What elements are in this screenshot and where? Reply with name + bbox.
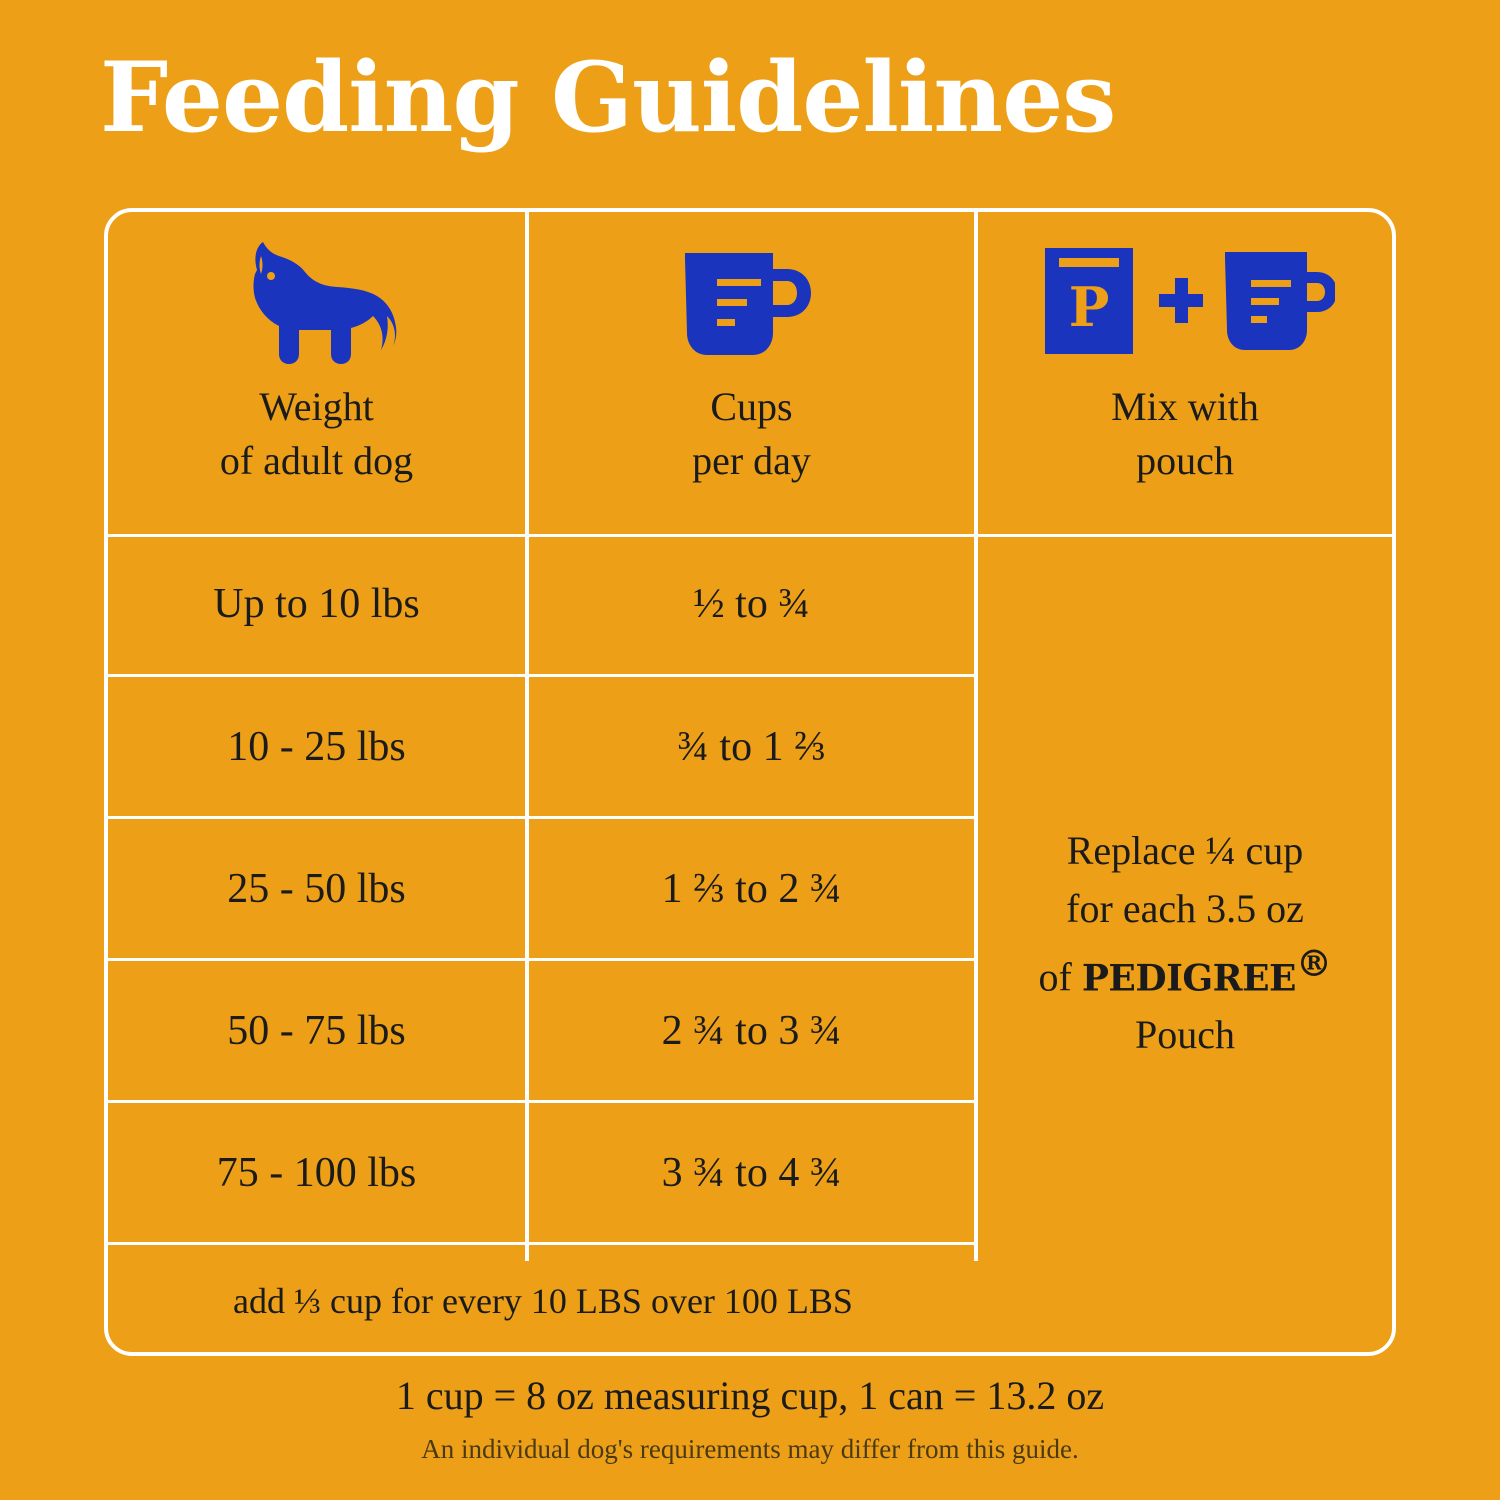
cups-value: ¾ to 1 ⅔ xyxy=(677,723,826,770)
cups-value: 1 ⅔ to 2 ¾ xyxy=(661,865,842,912)
header-weight-line2: of adult dog xyxy=(219,438,414,483)
header-cups-line1: Cups xyxy=(710,384,793,429)
table-row xyxy=(529,1103,974,1242)
brand-name: PEDIGREE xyxy=(1081,957,1296,1000)
header-mix xyxy=(978,212,1392,534)
header-mix-line2: pouch xyxy=(1136,438,1234,483)
weight-value: 75 - 100 lbs xyxy=(216,1149,417,1196)
dog-icon xyxy=(227,240,407,368)
measuring-cup-icon xyxy=(677,240,827,368)
table-row xyxy=(529,534,974,674)
mix-with-pouch-cell xyxy=(978,534,1392,1352)
table-row xyxy=(529,677,974,816)
pouch-plus-cup-icon xyxy=(1035,240,1335,368)
weight-value: Up to 10 lbs xyxy=(213,581,420,627)
mix-line3-prefix: of xyxy=(1038,954,1082,1000)
weight-value: 25 - 50 lbs xyxy=(227,865,406,912)
page-title: Feeding Guidelines xyxy=(100,41,1116,154)
mix-with-pouch-text xyxy=(1039,822,1332,1064)
table-row xyxy=(529,961,974,1100)
conversion-note: 1 cup = 8 oz measuring cup, 1 can = 13.2 oz xyxy=(395,1373,1105,1418)
header-cups-line2: per day xyxy=(692,438,811,483)
table-row xyxy=(108,534,525,674)
header-cups xyxy=(529,212,974,534)
header-cups-label xyxy=(692,380,811,488)
mix-line1: Replace ¼ cup xyxy=(1066,827,1304,873)
disclaimer-note: An individual dog's requirements may differ from this guide. xyxy=(421,1434,1079,1464)
feeding-table xyxy=(104,208,1396,1356)
cups-value: 2 ¾ to 3 ¾ xyxy=(661,1007,842,1054)
header-weight-line1: Weight xyxy=(259,384,374,429)
table-footnote-text: add ⅓ cup for every 10 LBS over 100 LBS xyxy=(233,1281,853,1321)
table-row xyxy=(529,819,974,958)
table-row xyxy=(108,677,525,816)
cups-value: ½ to ¾ xyxy=(693,581,810,627)
mix-line2: for each 3.5 oz xyxy=(1066,885,1304,931)
header-weight-label xyxy=(220,380,413,488)
table-footnote-row xyxy=(108,1245,978,1357)
table-row xyxy=(108,1103,525,1242)
weight-value: 50 - 75 lbs xyxy=(227,1007,406,1054)
header-weight xyxy=(108,212,525,534)
weight-value: 10 - 25 lbs xyxy=(227,723,406,770)
header-mix-label xyxy=(1111,380,1259,488)
table-row xyxy=(108,961,525,1100)
cups-value: 3 ¾ to 4 ¾ xyxy=(661,1149,842,1196)
registered-mark: ® xyxy=(1295,942,1332,985)
table-row xyxy=(108,819,525,958)
svg-text:P: P xyxy=(1068,275,1110,339)
mix-line4: Pouch xyxy=(1135,1012,1235,1058)
header-mix-line1: Mix with xyxy=(1111,384,1259,429)
